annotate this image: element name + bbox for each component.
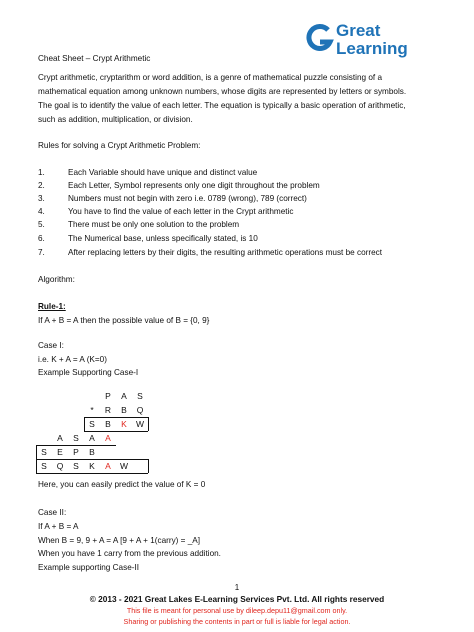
intro-line-2: mathematical equation among unknown numbers, whose digits are represented by letters or symbols. (38, 87, 407, 96)
logo-line-great: Great (336, 21, 381, 40)
grid-cell: * (90, 405, 94, 415)
grid-cell: W (119, 461, 129, 471)
grid-rule-line (84, 417, 148, 418)
grid-rule-line (36, 445, 37, 473)
grid-rule-line (36, 445, 116, 446)
grid-rule-line (148, 459, 149, 473)
grid-cell: B (105, 419, 111, 429)
grid-cell: P (105, 391, 111, 401)
g-mark-icon (306, 22, 334, 58)
intro-line-3: The goal is to identify the value of each letter. The equation is typically a basic operation of arithmetic, (38, 101, 406, 110)
rule1-text: If A + B = A then the possible value of B = {0, 9} (38, 316, 210, 325)
rule-number: 2. (38, 181, 45, 190)
grid-cell-highlight: A (105, 433, 111, 443)
rule-text: You have to find the value of each letter in the Crypt arithmetic (68, 207, 294, 216)
intro-line-1: Crypt arithmetic, cryptarithm or word addition, is a genre of mathematical puzzle consisting of a (38, 73, 383, 82)
grid-rule-line (36, 473, 148, 474)
case2-line: When you have 1 carry from the previous addition. (38, 549, 221, 558)
rule-number: 5. (38, 220, 45, 229)
predict-text: Here, you can easily predict the value of K = 0 (38, 480, 206, 489)
grid-rule-line (148, 417, 149, 431)
case2-title: Case II: (38, 508, 67, 517)
grid-cell: S (73, 433, 79, 443)
case1-text: i.e. K + A = A (K=0) (38, 355, 107, 364)
case2-line: Example supporting Case-II (38, 563, 140, 572)
logo-line-learning: Learning (336, 39, 408, 58)
rule-text: The Numerical base, unless specifically stated, is 10 (68, 234, 258, 243)
grid-cell: E (57, 447, 63, 457)
rule-text: There must be only one solution to the problem (68, 220, 240, 229)
grid-cell: Q (56, 461, 64, 471)
personal-use-warning: This file is meant for personal use by dileep.depu11@gmail.com only. (126, 606, 348, 615)
case2-line: When B = 9, 9 + A = A [9 + A + 1(carry) = _A] (38, 536, 201, 545)
grid-cell-highlight: A (105, 461, 111, 471)
rule-number: 3. (38, 194, 45, 203)
rule1-title: Rule-1: (38, 302, 66, 311)
case1-example-label: Example Supporting Case-I (38, 368, 139, 377)
great-learning-logo (306, 20, 426, 62)
grid-cell: A (89, 433, 95, 443)
grid-cell: A (57, 433, 63, 443)
grid-cell: W (135, 419, 145, 429)
rule-text: Each Variable should have unique and distinct value (68, 168, 258, 177)
page-title: Cheat Sheet – Crypt Arithmetic (38, 54, 151, 63)
grid-cell: S (137, 391, 143, 401)
grid-cell: B (121, 405, 127, 415)
grid-cell: S (41, 447, 47, 457)
grid-cell: S (41, 461, 47, 471)
rule-number: 4. (38, 207, 45, 216)
page-number: 1 (234, 583, 240, 592)
case1-title: Case I: (38, 341, 64, 350)
rule-text: After replacing letters by their digits, the resulting arithmetic operations must be correct (68, 248, 382, 257)
rule-number: 6. (38, 234, 45, 243)
grid-cell: S (73, 461, 79, 471)
legal-warning: Sharing or publishing the contents in part or full is liable for legal action. (123, 617, 351, 626)
copyright-text: © 2013 - 2021 Great Lakes E-Learning Services Pvt. Ltd. All rights reserved (89, 594, 385, 604)
intro-line-4: such as addition, multiplication, or division. (38, 115, 193, 124)
grid-cell: B (89, 447, 95, 457)
rules-heading: Rules for solving a Crypt Arithmetic Problem: (38, 141, 201, 150)
case2-line: If A + B = A (38, 522, 79, 531)
grid-cell-highlight: K (121, 419, 127, 429)
grid-cell: R (104, 405, 112, 415)
rule-text: Numbers must not begin with zero i.e. 0789 (wrong), 789 (correct) (68, 194, 307, 203)
grid-cell: Q (136, 405, 144, 415)
rule-text: Each Letter, Symbol represents only one digit throughout the problem (68, 181, 320, 190)
rule-number: 1. (38, 168, 45, 177)
grid-rule-line (84, 417, 85, 431)
grid-cell: S (89, 419, 95, 429)
grid-rule-line (84, 431, 148, 432)
grid-cell: A (121, 391, 127, 401)
rule-number: 7. (38, 248, 45, 257)
algorithm-label: Algorithm: (38, 275, 75, 284)
grid-cell: K (89, 461, 95, 471)
grid-rule-line (36, 459, 148, 460)
grid-cell: P (73, 447, 79, 457)
